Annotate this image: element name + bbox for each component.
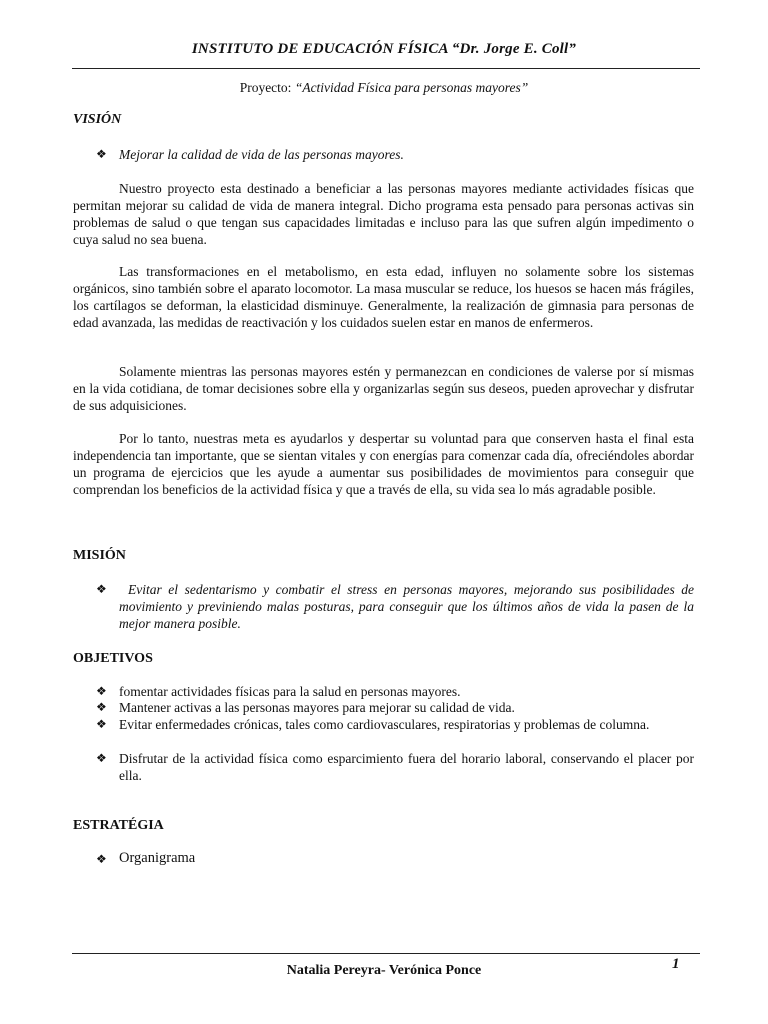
mision-heading: MISIÓN bbox=[73, 548, 126, 563]
footer-rule bbox=[72, 953, 700, 954]
objetivo-item: Mantener activas a las personas mayores para mejorar su calidad de vida. bbox=[119, 700, 515, 715]
objetivos-heading: OBJETIVOS bbox=[73, 651, 153, 666]
project-title: “Actividad Física para personas mayores” bbox=[294, 80, 529, 95]
diamond-bullet-icon: ❖ bbox=[96, 582, 107, 596]
vision-heading: VISIÓN bbox=[73, 112, 122, 127]
vision-bullet: Mejorar la calidad de vida de las personas mayores. bbox=[119, 147, 404, 162]
estrategia-bullet: Organigrama bbox=[119, 850, 196, 866]
vision-paragraph-4: Por lo tanto, nuestras meta es ayudarlos y despertar su voluntad para que conserven hasta el final esta independencia tan importante, que se sientan vitales y con energías para comenzar cada día, ofreciéndoles abordar un programa de ejercicios que les ayude a aumentar sus posibilidades de movimientos para conseguir que comprendan los beneficios de la actividad física y que a través de ella, su vida sea lo más agradable posible. bbox=[73, 431, 694, 497]
footer-authors: Natalia Pereyra- Verónica Ponce bbox=[286, 963, 482, 978]
vision-paragraph-1: Nuestro proyecto esta destinado a beneficiar a las personas mayores mediante actividades físicas que permitan mejorar su calidad de vida de manera integral. Dicho programa esta pensado para personas activas sin problemas de salud o que tengan sus capacidades limitadas e incluso para las que sufren algún impedimento o cuya salud no sea buena. bbox=[73, 181, 694, 247]
diamond-bullet-icon: ❖ bbox=[96, 751, 107, 765]
header-rule bbox=[72, 68, 700, 69]
vision-paragraph-2: Las transformaciones en el metabolismo, en esta edad, influyen no solamente sobre los sistemas orgánicos, sino también sobre el aparato locomotor. La masa muscular se reduce, los huesos se hacen más frágiles, los cartílagos se deforman, la elasticidad disminuye. Generalmente, la realización de gimnasia para personas de edad avanzada, las medidas de reactivación y los cuidados suelen estar en manos de enfermeros. bbox=[73, 264, 694, 330]
diamond-bullet-icon: ❖ bbox=[96, 717, 107, 731]
project-prefix: Proyecto: bbox=[239, 80, 295, 95]
project-line bbox=[0, 80, 768, 96]
diamond-bullet-icon: ❖ bbox=[96, 700, 107, 714]
page-number: 1 bbox=[672, 956, 680, 972]
objetivo-item: Evitar enfermedades crónicas, tales como cardiovasculares, respiratorias y problemas de columna. bbox=[119, 717, 650, 732]
diamond-bullet-icon: ❖ bbox=[96, 684, 107, 698]
objetivo-item: Disfrutar de la actividad física como esparcimiento fuera del horario laboral, conservando el placer por ella. bbox=[119, 751, 694, 783]
diamond-bullet-icon: ❖ bbox=[96, 147, 107, 161]
diamond-bullet-icon: ❖ bbox=[96, 852, 107, 866]
objetivo-item: fomentar actividades físicas para la salud en personas mayores. bbox=[119, 684, 461, 699]
estrategia-heading: ESTRATÉGIA bbox=[73, 818, 164, 833]
mision-bullet: Evitar el sedentarismo y combatir el stress en personas mayores, mejorando sus posibilidades de movimiento y previniendo malas posturas, para conseguir que los últimos años de vida la pasen de la mejor manera posible. bbox=[119, 582, 694, 631]
vision-paragraph-3: Solamente mientras las personas mayores estén y permanezcan en condiciones de valerse por sí mismas en la vida cotidiana, de tomar decisiones sobre ella y organizarlas según sus deseos, pueden aprovechar y disfrutar de sus adquisiciones. bbox=[73, 364, 694, 413]
institute-header: INSTITUTO DE EDUCACIÓN FÍSICA “Dr. Jorge E. Coll” bbox=[191, 41, 577, 57]
